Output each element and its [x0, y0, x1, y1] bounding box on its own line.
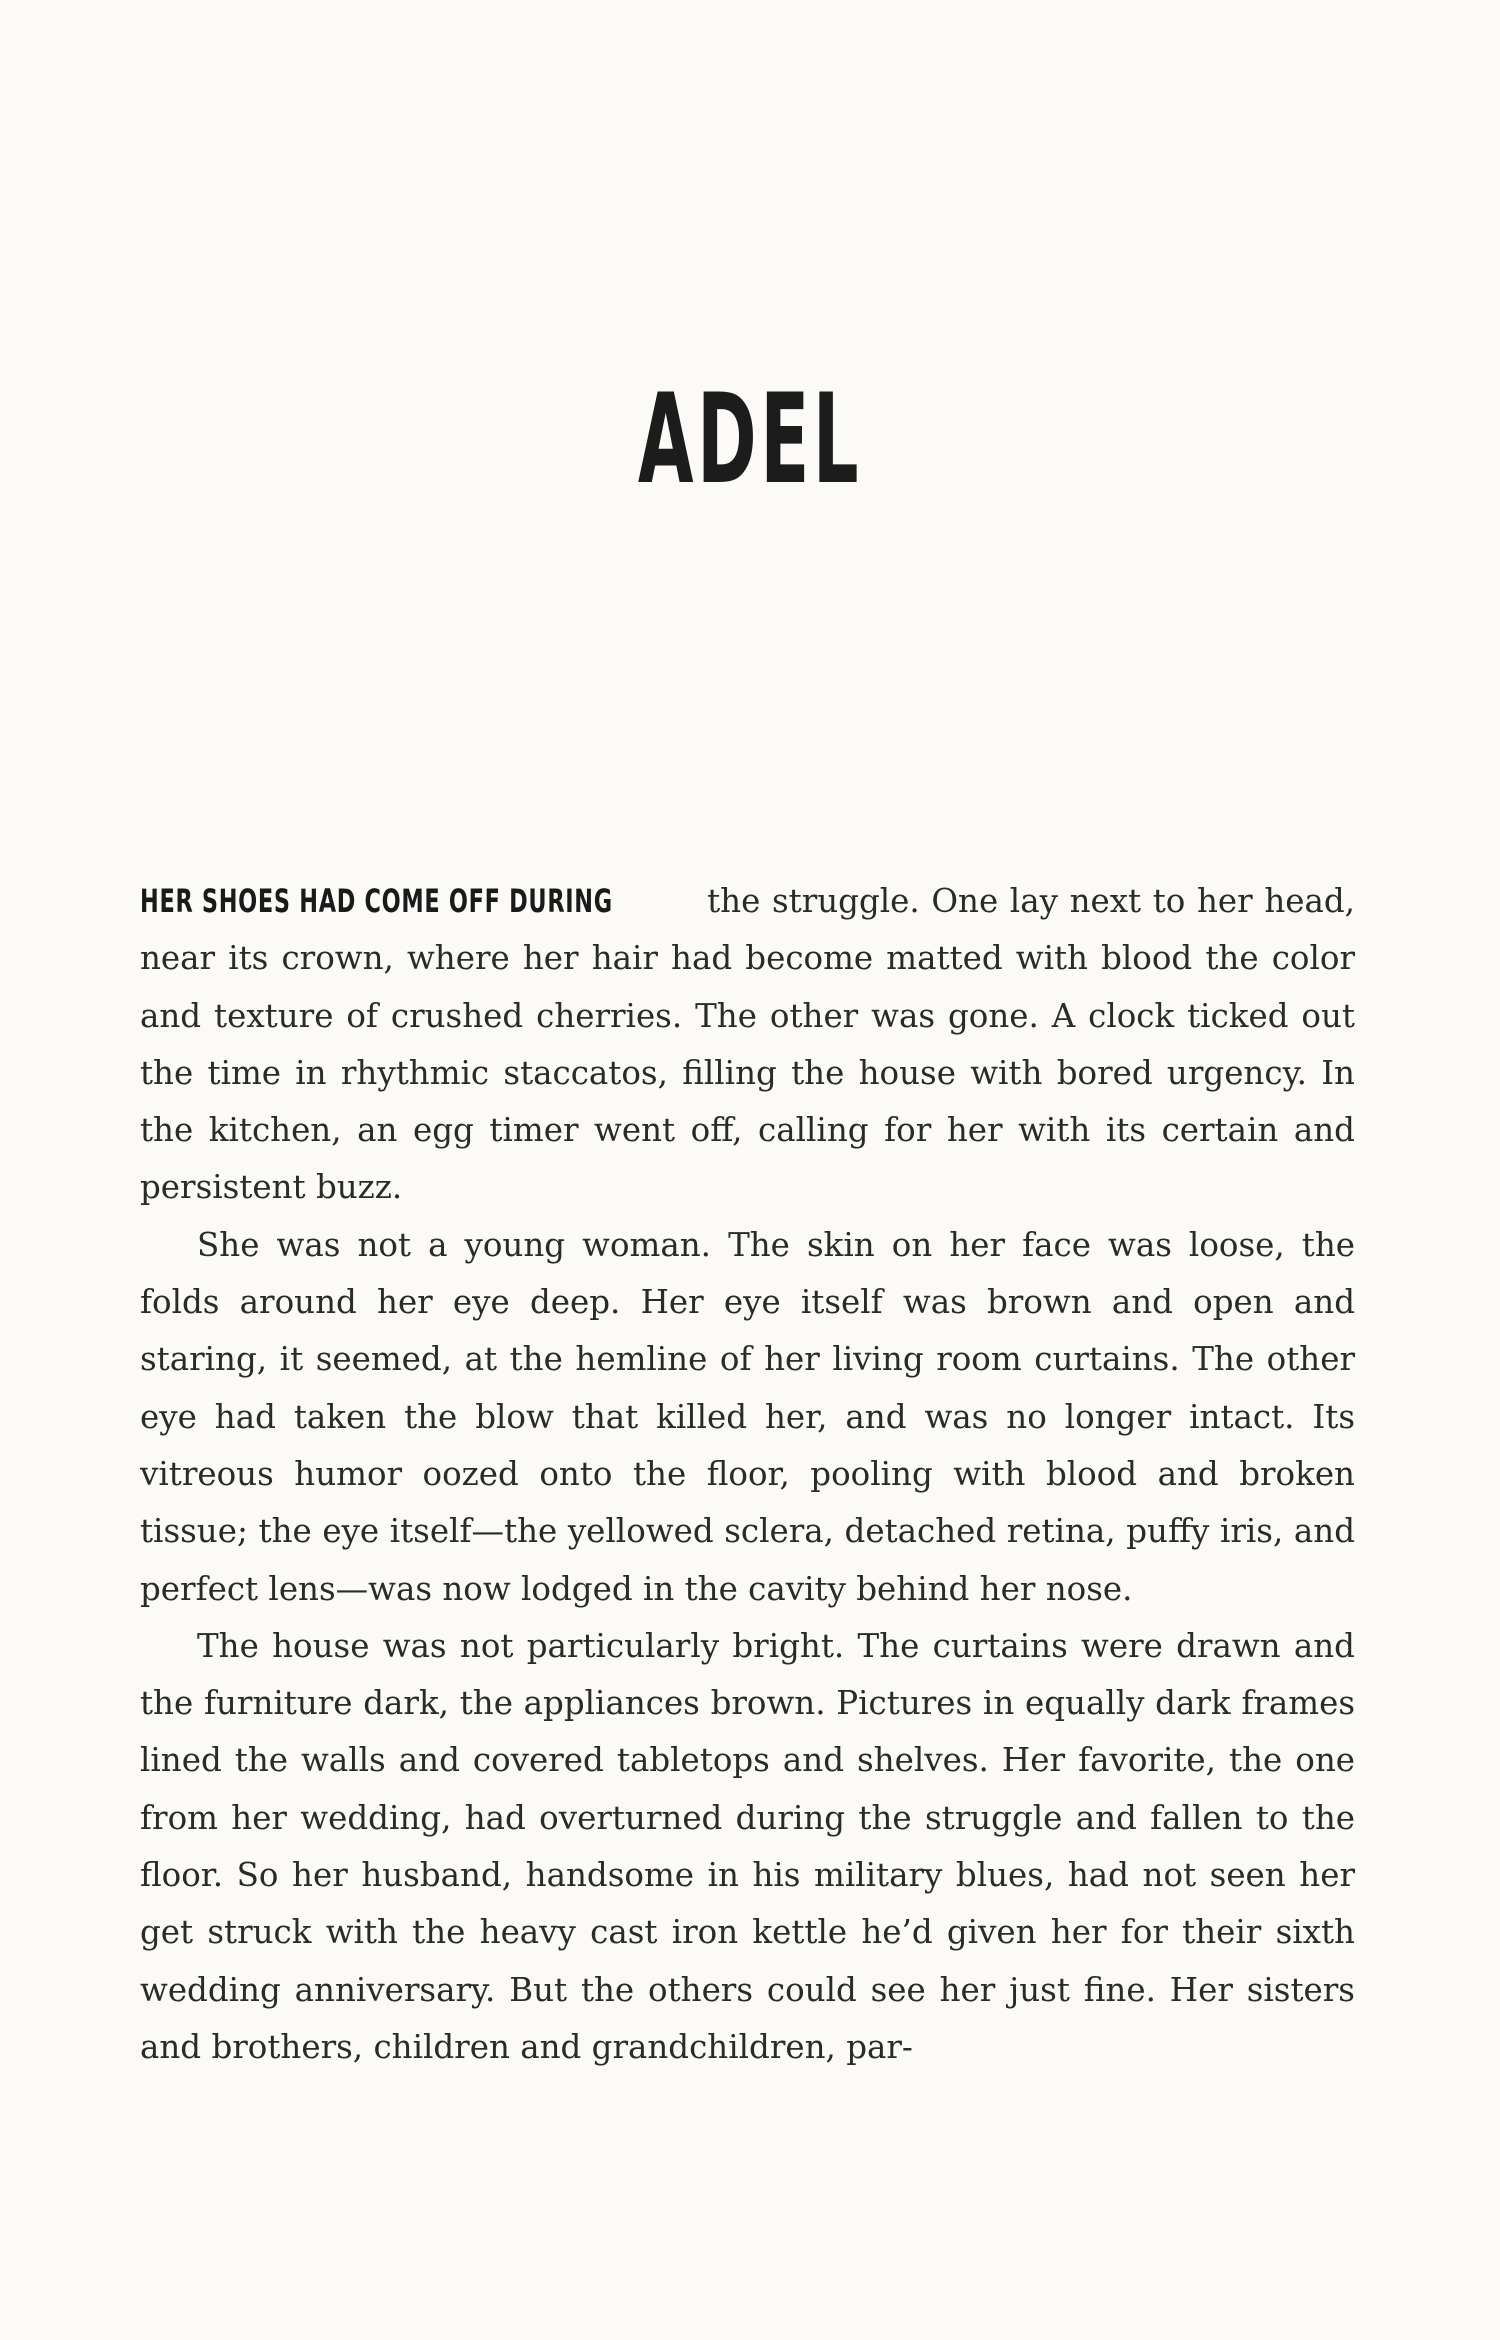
paragraph-1	[140, 873, 1355, 1217]
paragraph-3: The house was not particularly bright. The curtains were drawn and the furniture dark, the appliances brown. Pictures in equally dark frames lined the walls and covered tabletops and shelves. Her favorite, the one from her wedding, had overturned during the struggle and fallen to the floor. So her husband, handsome in his military blues, had not seen her get struck with the heavy cast iron kettle he’d given her for their sixth wedding anniversary. But the others could see her just fine. Her sisters and brothers, children and grandchildren, par-	[140, 1626, 1355, 2066]
paragraph-1-text: the struggle. One lay next to her head, near its crown, where her hair had become matted with blood the color and texture of crushed cherries. The other was gone. A clock ticked out the time in rhythmic staccatos, filling the house with bored urgency. In the kitchen, an egg timer went off, calling for her with its certain and persistent buzz.	[140, 882, 1356, 1207]
paragraph-2: She was not a young woman. The skin on her face was loose, the folds around her eye deep. Her eye itself was brown and open and staring, it seemed, at the hemline of her living room curtains. The other eye had taken the blow that killed her, and was no longer intact. Its vitreous humor oozed onto the floor, pooling with blood and broken tissue; the eye itself—the yellowed sclera, detached retina, puffy iris, and perfect lens—was now lodged in the cavity behind her nose.	[140, 1225, 1355, 1608]
chapter-body	[140, 873, 1355, 2076]
chapter-title: ADEL	[637, 368, 863, 512]
lead-in-small-caps: HER SHOES HAD COME OFF DURING	[140, 882, 613, 920]
